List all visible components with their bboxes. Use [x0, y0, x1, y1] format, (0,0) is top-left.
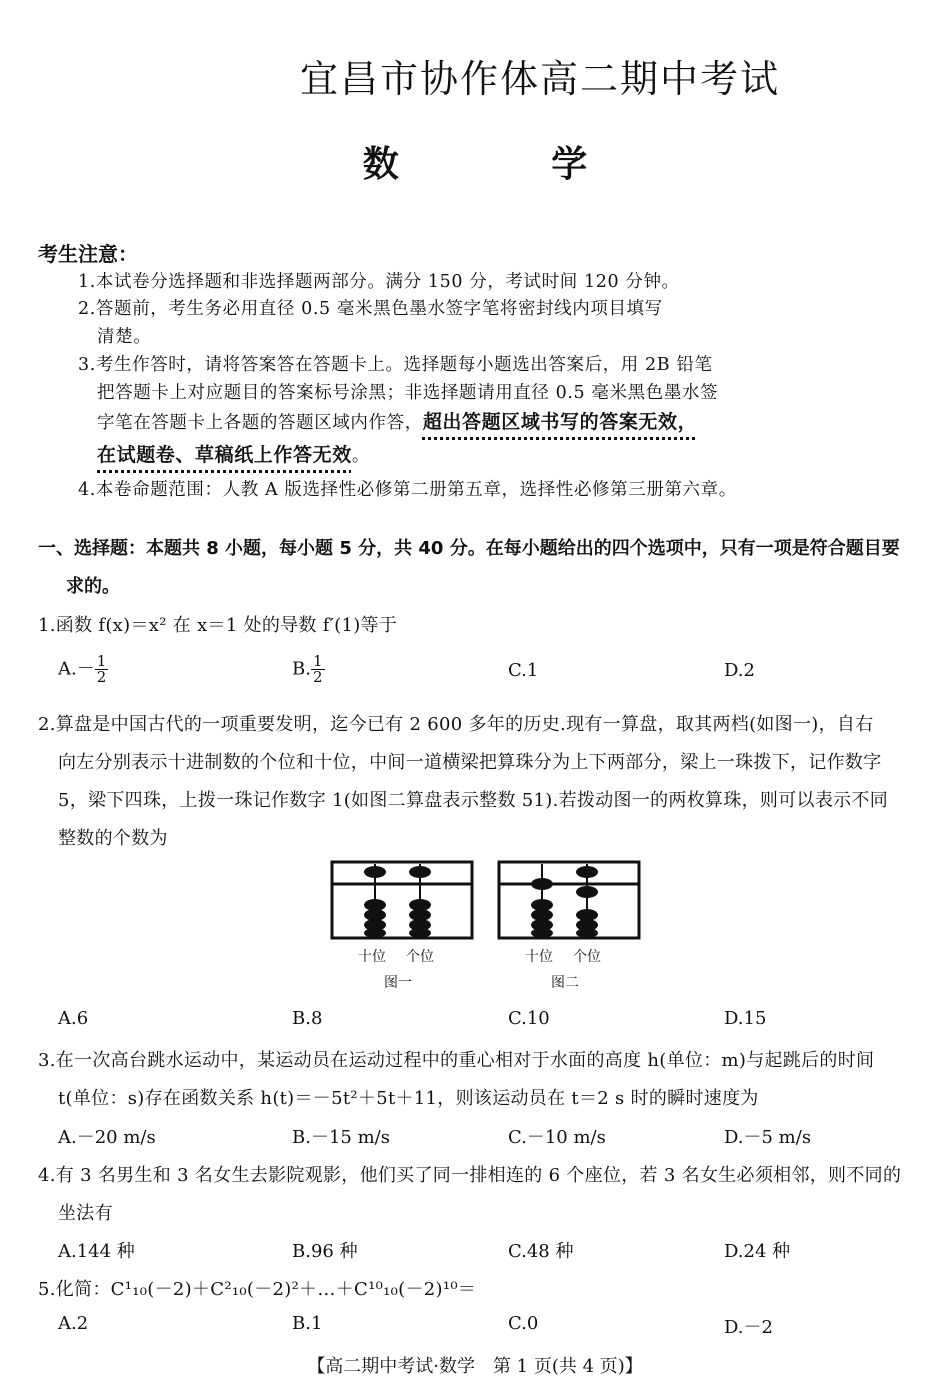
numerator: 1 [96, 652, 107, 670]
abacus-frame [499, 862, 639, 938]
section-heading-cont: 求的。 [66, 576, 120, 597]
notice-heading: 考生注意： [38, 242, 138, 266]
notice-item-3-end: 。 [351, 446, 370, 466]
abacus-bead [576, 866, 598, 878]
question-3-line-1: 3.在一次高台跳水运动中，某运动员在运动过程中的重心相对于水面的高度 h(单位：m)与起跳后的时间 [38, 1050, 875, 1071]
numerator: 1 [312, 652, 323, 670]
notice-item-3: 3.考生作答时，请将答案答在答题卡上。选择题每小题选出答案后，用 2B 铅笔 [78, 355, 713, 375]
notice-emphasis-2: 在试题卷、草稿纸上作答无效 [97, 444, 352, 466]
question-1-option-d: D.2 [724, 660, 755, 681]
question-4-option-d: D.24 种 [724, 1241, 791, 1262]
subject-title: 数 学 [362, 143, 658, 185]
abacus-bead [531, 928, 553, 938]
exam-title: 宜昌市协作体高二期中考试 [299, 57, 780, 101]
question-2-line-3: 5，梁下四珠，上拨一珠记作数字 1(如图二算盘表示整数 51).若拨动图一的两枚算珠，则可以表示不同 [58, 790, 889, 811]
denominator: 2 [96, 668, 107, 686]
abacus-1-caption: 图一 [384, 975, 412, 991]
notice-item-1: 1.本试卷分选择题和非选择题两部分。满分 150 分，考试时间 120 分钟。 [78, 272, 680, 292]
notice-item-2-cont: 清楚。 [97, 327, 152, 347]
question-3-option-b: B.－15 m/s [292, 1127, 390, 1148]
denominator: 2 [312, 668, 323, 686]
abacus-bead [409, 866, 431, 878]
abacus-2-drawing [497, 860, 641, 940]
question-1-option-a [58, 654, 108, 685]
question-2-option-b: B.8 [292, 1008, 323, 1029]
abacus-1-ones-label: 个位 [406, 949, 434, 965]
question-5-option-b: B.1 [292, 1313, 323, 1334]
question-3-option-c: C.－10 m/s [508, 1127, 606, 1148]
abacus-2-ones-label: 个位 [573, 949, 601, 965]
fraction [95, 654, 109, 685]
question-4-option-a: A.144 种 [58, 1241, 135, 1262]
question-2-option-a: A.6 [58, 1008, 89, 1029]
question-4-line-1: 4.有 3 名男生和 3 名女生去影院观影，他们买了同一排相连的 6 个座位，若 3 名女生必须相邻，则不同的 [38, 1165, 902, 1186]
question-1-option-b [292, 654, 325, 685]
question-5-option-d: D.－2 [724, 1317, 773, 1338]
question-3-option-a: A.－20 m/s [58, 1127, 156, 1148]
abacus-bead [576, 886, 598, 898]
abacus-1-drawing [330, 860, 474, 940]
abacus-figure-1 [330, 860, 474, 991]
abacus-bead [364, 928, 386, 938]
fraction [311, 654, 325, 685]
notice-item-3-line3 [97, 407, 697, 434]
question-2-option-c: C.10 [508, 1008, 550, 1029]
question-5-stem: 5.化简：C¹₁₀(－2)＋C²₁₀(－2)²＋…＋C¹⁰₁₀(－2)¹⁰＝ [38, 1279, 477, 1300]
abacus-2-caption: 图二 [551, 975, 579, 991]
notice-emphasis-1: 超出答题区域书写的答案无效， [422, 411, 698, 433]
question-5-option-c: C.0 [508, 1313, 539, 1334]
question-4-option-c: C.48 种 [508, 1241, 574, 1262]
abacus-bead [576, 928, 598, 938]
question-4-line-2: 坐法有 [58, 1203, 113, 1224]
question-5-option-a: A.2 [58, 1313, 89, 1334]
option-b-label: B. [292, 658, 311, 680]
abacus-frame [332, 862, 472, 938]
question-2-line-1: 2.算盘是中国古代的一项重要发明，迄今已有 2 600 多年的历史.现有一算盘，取其两档(如图一)，自右 [38, 714, 874, 735]
abacus-bead [531, 878, 553, 890]
abacus-figure-2 [497, 860, 641, 991]
option-a-label: A.－ [58, 658, 95, 680]
abacus-bead [364, 866, 386, 878]
abacus-1-tens-label: 十位 [358, 949, 386, 965]
abacus-2-tens-label: 十位 [525, 949, 553, 965]
notice-item-3-line4 [97, 440, 370, 467]
notice-item-3-line2: 把答题卡上对应题目的答案标号涂黑；非选择题请用直径 0.5 毫米黑色墨水签 [97, 383, 719, 403]
question-3-option-d: D.－5 m/s [724, 1127, 812, 1148]
notice-item-4: 4.本卷命题范围：人教 A 版选择性必修第二册第五章，选择性必修第三册第六章。 [78, 480, 737, 500]
question-4-option-b: B.96 种 [292, 1241, 358, 1262]
notice-item-2: 2.答题前，考生务必用直径 0.5 毫米黑色墨水签字笔将密封线内项目填写 [78, 299, 663, 319]
question-2-line-2: 向左分别表示十进制数的个位和十位，中间一道横梁把算珠分为上下两部分，梁上一珠拨下，记作数字 [58, 752, 882, 773]
question-1-stem: 1.函数 f(x)＝x² 在 x＝1 处的导数 f′(1)等于 [38, 615, 398, 636]
page-footer: 【高二期中考试·数学 第 1 页(共 4 页)】 [307, 1356, 643, 1377]
abacus-bead [409, 928, 431, 938]
question-3-line-2: t(单位：s)存在函数关系 h(t)＝－5t²＋5t＋11，则该运动员在 t＝2 s 时的瞬时速度为 [58, 1088, 759, 1109]
question-1-option-c: C.1 [508, 660, 539, 681]
question-2-option-d: D.15 [724, 1008, 767, 1029]
question-2-line-4: 整数的个数为 [58, 828, 168, 849]
section-heading: 一、选择题：本题共 8 小题，每小题 5 分，共 40 分。在每小题给出的四个选项中，只有一项是符合题目要 [38, 538, 900, 559]
notice-item-3-text: 字笔在答题卡上各题的答题区域内作答， [97, 413, 423, 433]
